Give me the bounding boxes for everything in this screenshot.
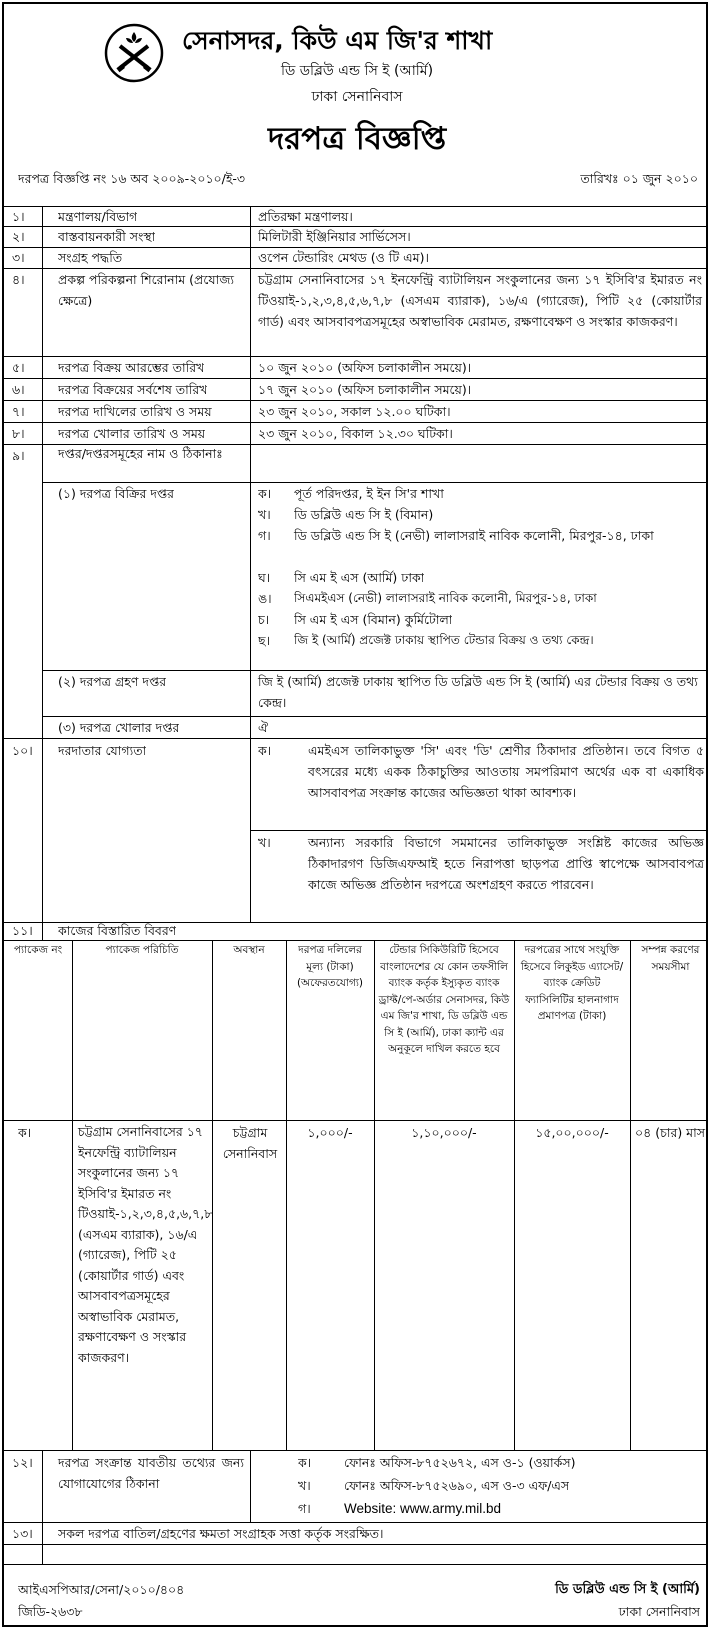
eligibility-item-text: এমইএস তালিকাভুক্ত 'সি' এবং 'ডি' শ্রেণীর ঠিকাদার প্রতিষ্ঠান। তবে বিগত ৫ বৎসরের মধ্যে একক ঠিকাচুক্তির আওতায় সমপরিমাণ অর্থের এক বা একাধিক আসবাবপত্র সংক্রান্ত কাজের অভিজ্ঞতা থাকা আবশ্যক। bbox=[308, 743, 704, 800]
eligibility-item-text: অন্যান্য সরকারি বিভাগে সমমানের তালিকাভুক্ত সংশ্লিষ্ট কাজের অভিজ্ঞ ঠিকাদারগণ ডিজিএফআই হতে নিরাপত্তা ছাড়পত্র প্রাপ্তি স্বাপেক্ষে আসবাবপত্র কাজে অভিজ্ঞ প্রতিষ্ঠান দরপত্রে অংশগ্রহণ করতে পারবেন। bbox=[308, 835, 704, 892]
row-4-number: ৪। bbox=[12, 272, 25, 287]
sale-item-letter: চ। bbox=[258, 612, 270, 627]
sale-item-letter: ঙ। bbox=[258, 591, 272, 606]
tender-security-cell: ১,১০,০০০/- bbox=[411, 1125, 477, 1140]
sale-item-letter: গ। bbox=[258, 528, 271, 543]
row-7-value: ২৩ জুন ২০১০, সকাল ১২.০০ ঘটিকা। bbox=[258, 404, 451, 419]
contact-item-letter: খ। bbox=[298, 1478, 311, 1493]
row-6-label: দরপত্র বিক্রয়ের সর্বশেষ তারিখ bbox=[58, 382, 208, 397]
row-11-label: কাজের বিস্তারিত বিবরণ bbox=[58, 923, 177, 938]
contact-item-letter: ক। bbox=[298, 1455, 312, 1470]
org-subtitle: ডি ডব্লিউ এন্ড সি ই (আর্মি) bbox=[280, 63, 434, 79]
footer-signatory: ডি ডব্লিউ এন্ড সি ই (আর্মি) bbox=[555, 1582, 700, 1597]
row-2-value: মিলিটারী ইঞ্জিনিয়ার সার্ভিসেস। bbox=[258, 229, 411, 244]
sale-item-letter: ঘ। bbox=[258, 570, 271, 585]
row-1-label: মন্ত্রণালয়/বিভাগ bbox=[58, 209, 138, 224]
row-12-number: ১২। bbox=[12, 1455, 33, 1470]
row-2-label: বাস্তবায়নকারী সংস্থা bbox=[58, 229, 156, 244]
row-5-label: দরপত্র বিক্রয় আরম্ভের তারিখ bbox=[58, 360, 205, 375]
org-location: ঢাকা সেনানিবাস bbox=[311, 89, 403, 105]
notice-title: দরপত্র বিজ্ঞপ্তি bbox=[267, 121, 447, 157]
row-6-number: ৬। bbox=[12, 382, 25, 397]
row-10-label: দরদাতার যোগ্যতা bbox=[58, 743, 147, 758]
row-1-number: ১। bbox=[12, 209, 25, 224]
col-header-liquid-asset: দরপত্রের সাথে সংযুক্তি হিসেবে লিকুইড এ্যাসেট/ব্যাংক ক্রেডিট ফ্যাসিলিটির হালনাগাদ প্রমাণপত্র (টাকা) bbox=[520, 944, 624, 1022]
col-header-tender-security: টেন্ডার সিকিউরিটি হিসেবে বাংলাদেশের যে কোন তফসীলি ব্যাংক কর্তৃক ইস্যুকৃত ব্যাংক ড্রাফ্ট/পে-অর্ডার সেনাসদর, কিউ এম জি'র শাখা, ডি ডব্লিউ এন্ড সি ই (আর্মি), ঢাকা ক্যান্ট এর অনুকূলে দাখিল করতে হবে bbox=[378, 944, 510, 1055]
receive-office-value: জি ই (আর্মি) প্রজেক্ট ঢাকায় স্থাপিত ডি ডব্লিউ এন্ড সি ই (আর্মি) এর টেন্ডার বিক্রয় ও তথ্য কেন্দ্র। bbox=[258, 674, 698, 710]
footer-ref-gd: জিডি-২৬৩৮ bbox=[18, 1604, 83, 1619]
document-price-cell: ১,০০০/- bbox=[307, 1125, 353, 1140]
contact-website: Website: www.army.mil.bd bbox=[344, 1501, 502, 1516]
package-location-cell: চট্টগ্রাম সেনানিবাস bbox=[222, 1125, 278, 1161]
row-1-value: প্রতিরক্ষা মন্ত্রণালয়। bbox=[258, 209, 353, 224]
col-header-package-desc: প্যাকেজ পরিচিতি bbox=[105, 944, 179, 956]
tender-notice bbox=[2, 2, 708, 1627]
org-title: সেনাসদর, কিউ এম জি'র শাখা bbox=[182, 26, 493, 55]
liquid-asset-cell: ১৫,০০,০০০/- bbox=[535, 1125, 609, 1140]
sale-item-text: পূর্ত পরিদপ্তর, ই ইন সি'র শাখা bbox=[294, 486, 444, 501]
row-3-value: ওপেন টেন্ডারিং মেথড (ও টি এম)। bbox=[258, 250, 429, 265]
open-office-label: (৩) দরপত্র খোলার দপ্তর bbox=[58, 720, 180, 735]
sale-item-text: ডি ডব্লিউ এন্ড সি ই (বিমান) bbox=[294, 507, 434, 522]
row-3-label: সংগ্রহ পদ্ধতি bbox=[58, 250, 123, 265]
row-4-label: প্রকল্প পরিকল্পনা শিরোনাম (প্রযোজ্য ক্ষেত্রে) bbox=[58, 272, 234, 308]
col-header-document-price: দরপত্র দলিলের মূল্য (টাকা) (অফেরতযোগ্য) bbox=[296, 944, 364, 989]
row-2-number: ২। bbox=[12, 229, 25, 244]
sale-item-text: সিএমইএস (নেভী) লালাসরাই নাবিক কলোনী, মিরপুর-১৪, ঢাকা bbox=[294, 591, 597, 605]
completion-time-cell: ০৪ (চার) মাস bbox=[634, 1125, 705, 1140]
row-8-value: ২৩ জুন ২০১০, বিকাল ১২.৩০ ঘটিকা। bbox=[258, 426, 453, 441]
row-4-value: চট্টগ্রাম সেনানিবাসের ১৭ ইনফেন্ট্রি ব্যাটালিয়ন সংকুলানের জন্য ১৭ ইসিবি'র ইমারত নং টিওয়াই-১,২,৩,৪,৫,৬,৭,৮ (এসএম ব্যারাক), ১৬/এ (গ্যারেজ), পিটি ২৫ (কোয়ার্টার গার্ড) এবং আসবাবপত্রসমূহের অস্বাভাবিক মেরামত, রক্ষণাবেক্ষণ ও সংস্কার কাজকরণ। bbox=[258, 272, 702, 329]
contact-item-text: ফোনঃ অফিস-৮৭৫২৬৭২, এস ও-১ (ওয়ার্কস) bbox=[344, 1455, 576, 1470]
sale-item-letter: ক। bbox=[258, 486, 272, 501]
sale-item-text: জি ই (আর্মি) প্রজেক্ট ঢাকায় স্থাপিত টেন্ডার বিক্রয় ও তথ্য কেন্দ্র। bbox=[294, 633, 594, 647]
eligibility-item-letter: ক। bbox=[258, 743, 272, 758]
notice-ref-no: দরপত্র বিজ্ঞপ্তি নং ১৬ অব ২০০৯-২০১০/ই-৩ bbox=[18, 171, 246, 186]
package-description-cell: চট্টগ্রাম সেনানিবাসের ১৭ ইনফেন্ট্রি ব্যাটালিয়ন সংকুলানের জন্য ১৭ ইসিবি'র ইমারত নং টিওয়াই-১,২,৩,৪,৫,৬,৭,৮ (এসএম ব্যারাক), ১৬/এ (গ্যারেজ), পিটি ২৫ (কোয়ার্টার গার্ড) এবং আসবাবপত্রসমূহের অস্বাভাবিক মেরামত, রক্ষণাবেক্ষণ ও সংস্কার কাজকরণ। bbox=[78, 1124, 213, 1365]
sale-office-label: (১) দরপত্র বিক্রির দপ্তর bbox=[58, 486, 175, 501]
row-5-number: ৫। bbox=[12, 360, 25, 375]
row-8-label: দরপত্র খোলার তারিখ ও সময় bbox=[58, 426, 206, 441]
row-10-number: ১০। bbox=[12, 743, 33, 758]
contact-item-text: ফোনঃ অফিস-৮৭৫২৬৯০, এস ও-৩ এফ/এস bbox=[344, 1478, 570, 1493]
sale-item-text: সি এম ই এস (আর্মি) ঢাকা bbox=[294, 570, 425, 585]
receive-office-label: (২) দরপত্র গ্রহণ দপ্তর bbox=[58, 674, 167, 689]
row-3-number: ৩। bbox=[12, 250, 25, 265]
row-13-text: সকল দরপত্র বাতিল/গ্রহণের ক্ষমতা সংগ্রাহক সত্তা কর্তৃক সংরক্ষিত। bbox=[58, 1526, 384, 1541]
sale-item-letter: খ। bbox=[258, 507, 271, 522]
sale-item-text: ডি ডব্লিউ এন্ড সি ই (নেভী) লালাসরাই নাবিক কলোনী, মিরপুর-১৪, ঢাকা bbox=[294, 528, 654, 543]
footer-signatory-location: ঢাকা সেনানিবাস bbox=[618, 1604, 700, 1619]
row-7-label: দরপত্র দাখিলের তারিখ ও সময় bbox=[58, 404, 212, 419]
row-7-number: ৭। bbox=[12, 404, 25, 419]
row-13-number: ১৩। bbox=[12, 1526, 33, 1541]
row-11-number: ১১। bbox=[12, 923, 33, 938]
row-6-value: ১৭ জুন ২০১০ (অফিস চলাকালীন সময়ে)। bbox=[258, 382, 472, 397]
notice-date: তারিখঃ ০১ জুন ২০১০ bbox=[580, 171, 698, 186]
col-header-completion: সম্পন্ন করণের সময়সীমা bbox=[641, 944, 700, 973]
col-header-location: অবস্থান bbox=[233, 944, 265, 956]
sale-item-text: সি এম ই এস (বিমান) কুর্মিটোলা bbox=[294, 612, 453, 627]
row-9-label: দপ্তর/দপ্তরসমূহের নাম ও ঠিকানাঃ bbox=[58, 446, 223, 461]
row-9-number: ৯। bbox=[12, 448, 25, 463]
footer-ref-ispr: আইএসপিআর/সেনা/২০১০/৪০৪ bbox=[18, 1582, 185, 1597]
row-12-label: দরপত্র সংক্রান্ত যাবতীয় তথ্যের জন্য যোগাযোগের ঠিকানা bbox=[58, 1455, 244, 1491]
package-no-cell: ক। bbox=[18, 1125, 32, 1140]
sale-item-letter: ছ। bbox=[258, 633, 271, 648]
row-8-number: ৮। bbox=[12, 426, 25, 441]
open-office-value: ঐ bbox=[258, 720, 269, 735]
contact-item-letter: গ। bbox=[298, 1501, 311, 1516]
row-5-value: ১০ জুন ২০১০ (অফিস চলাকালীন সময়ে)। bbox=[258, 360, 472, 375]
col-header-package-no: প্যাকেজ নং bbox=[13, 944, 63, 956]
eligibility-item-letter: খ। bbox=[258, 835, 271, 850]
